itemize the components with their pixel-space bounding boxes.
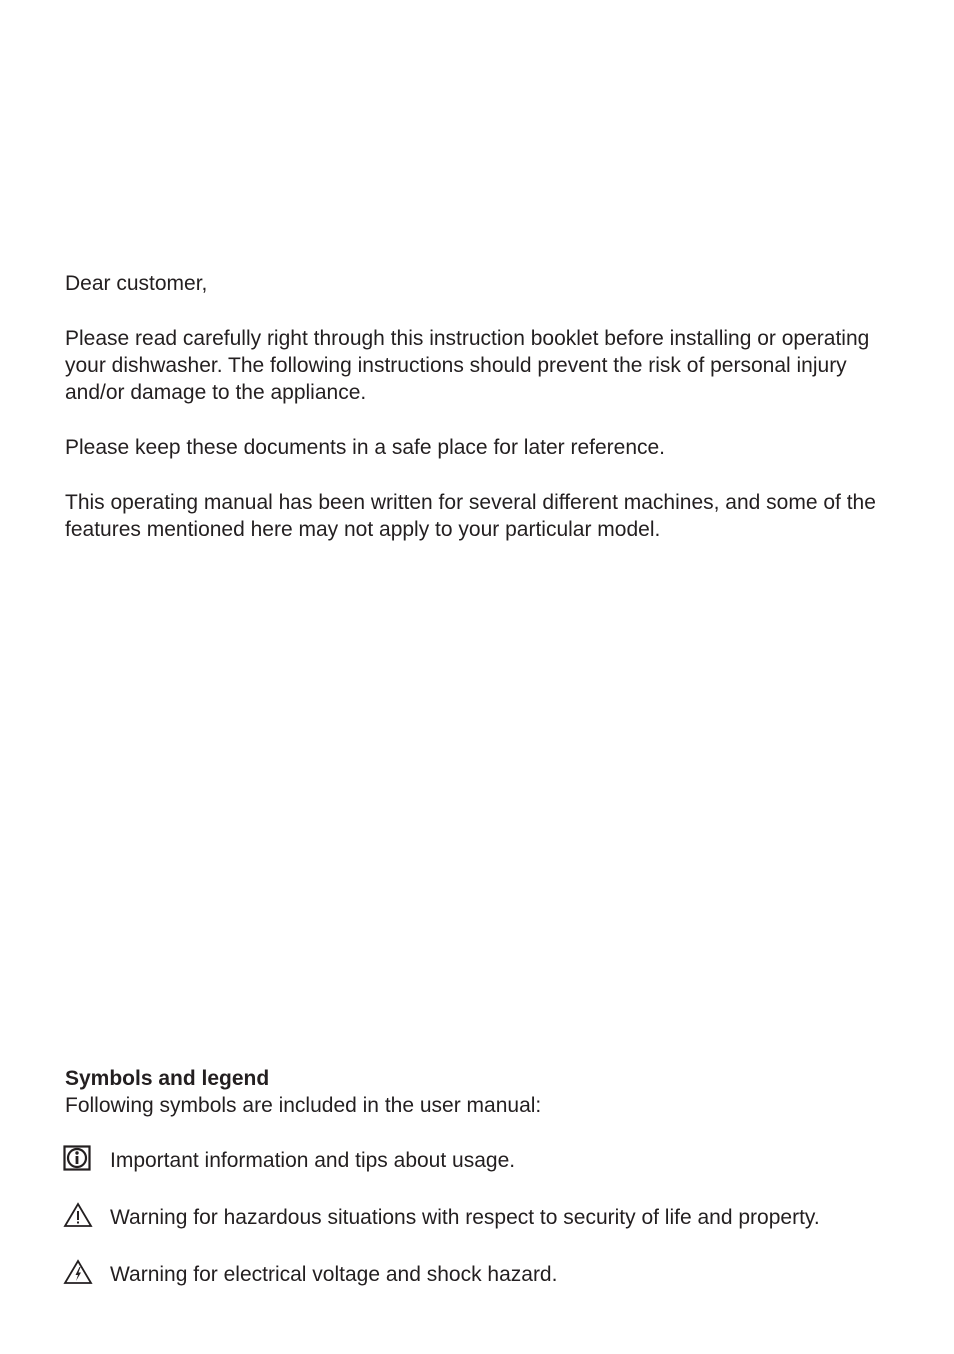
legend-item-text: Important information and tips about usage. xyxy=(110,1149,516,1172)
legend-item-info xyxy=(63,1145,923,1175)
warning-triangle-icon xyxy=(63,1202,93,1230)
legend-intro: Following symbols are included in the user manual: xyxy=(65,1094,542,1117)
greeting: Dear customer, xyxy=(65,272,208,295)
legend-item-warning xyxy=(63,1202,923,1232)
models-note-paragraph: This operating manual has been written for several different machines, and some of the features mentioned here may not apply to your particular model. xyxy=(65,491,876,541)
legend-title: Symbols and legend xyxy=(65,1067,270,1090)
keep-documents-paragraph: Please keep these documents in a safe place for later reference. xyxy=(65,436,666,459)
legend-item-text: Warning for hazardous situations with respect to security of life and property. xyxy=(110,1206,820,1229)
info-icon xyxy=(63,1145,93,1173)
legend-item-electrical xyxy=(63,1259,923,1289)
intro-paragraph: Please read carefully right through this instruction booklet before installing or operating your dishwasher. The following instructions should prevent the risk of personal injury and/or damage to the appliance. xyxy=(65,327,870,404)
legend-item-text: Warning for electrical voltage and shock hazard. xyxy=(110,1263,558,1286)
electrical-hazard-icon xyxy=(63,1259,93,1287)
